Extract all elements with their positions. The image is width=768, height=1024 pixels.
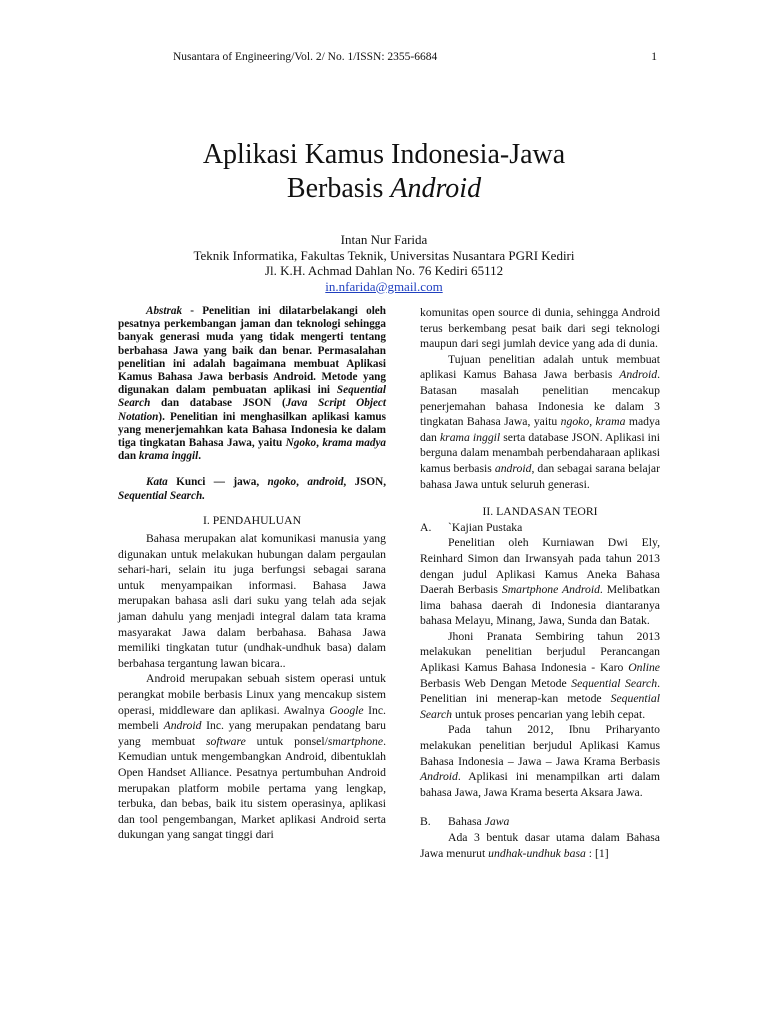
paragraph-text: android — [494, 461, 532, 475]
paragraph-text: Pada tahun 2012, Ibnu Priharyanto melakukan penelitian berjudul Aplikasi Kamus Bahasa Indonesia – Jawa – Jawa Krama Berbasis — [420, 723, 660, 768]
abstract-text: krama madya — [322, 437, 386, 450]
keywords-text: Sequential Search. — [118, 490, 206, 503]
paragraph-android — [118, 671, 386, 843]
title-line-1: Aplikasi Kamus Indonesia-Jawa — [202, 139, 566, 170]
keywords-lead: Kata — [146, 476, 168, 489]
paragraph-text: Sequential Search — [420, 692, 660, 721]
page-number: 1 — [651, 51, 657, 63]
paragraph-text: Sequential Search — [571, 676, 658, 690]
abstract-text: dan — [118, 450, 139, 463]
abstract-text: , — [316, 437, 323, 450]
paragraph-tujuan — [420, 352, 660, 492]
paragraph-text: madya dan — [420, 415, 661, 444]
paragraph-text: Android — [619, 368, 658, 382]
abstract-text: Ngoko — [285, 437, 317, 450]
paragraph-text: , dan sebagai sarana belajar bahasa Jawa untuk seluruh generasi. — [420, 461, 661, 491]
abstract-text: ). Penelitian ini menghasilkan aplikasi kamus yang menerjemahkan kata Bahasa Indonesia ke dalam tiga tingkatan Bahasa Jawa, yaitu — [118, 410, 386, 450]
paragraph-text: Ada 3 bentuk dasar utama dalam Bahasa Jawa menurut — [420, 831, 660, 860]
paragraph-text: Berbasis Web Dengan Metode — [420, 676, 572, 690]
left-column — [118, 305, 386, 843]
paragraph-text: . Batasan masalah penelitian mencakup penerjemahan bahasa Indonesia ke dalam 3 tingkatan Bahasa Jawa, yaitu — [420, 368, 660, 429]
title-line-2-italic: Android — [390, 173, 482, 204]
author-affiliation: Teknik Informatika, Fakultas Teknik, Universitas Nusantara PGRI Kediri — [193, 247, 575, 263]
abstract-text: Java Script Object Notation — [118, 397, 386, 423]
paragraph-text: serta database JSON. Aplikasi ini berguna dalam menambah perbendaharaan aplikasi kamus berbasis — [420, 430, 660, 475]
subsection-heading-kajian-pustaka — [420, 520, 660, 536]
paragraph-text: Google — [329, 703, 364, 717]
paragraph-kajian-3 — [420, 722, 660, 800]
section-heading-landasan-teori: II. LANDASAN TEORI — [482, 505, 598, 519]
paragraph-text: Inc. membeli — [118, 703, 386, 733]
section-heading-pendahuluan: I. PENDAHULUAN — [202, 514, 302, 528]
title-line-2-prefix: Berbasis — [286, 173, 391, 204]
paragraph-text: software — [205, 734, 246, 748]
paragraph-bahasa: Bahasa merupakan alat komunikasi manusia yang digunakan untuk melakukan hubungan dalam pergaulan sehari-hari, selain itu juga berfungsi sebagai sarana untuk menyampaikan informasi. Bahasa Jawa merupakan bahasa asli dari suku yang telah ada sejak jaman dahulu yang menjadi integral dalam tata krama masyarakat Jawa dalam berbahasa. Bahasa Jawa memiliki tingkatan tutur (undhak-undhuk basa) dalam berbahasa tergantung lawan bicara.. — [118, 532, 386, 670]
paragraph-text: Android — [420, 770, 458, 784]
paragraph-text: . Penelitian ini menerap-kan metode — [420, 676, 660, 706]
abstract-text: . — [198, 450, 202, 463]
abstract-text: dan database JSON ( — [150, 397, 286, 410]
subsection-label: A. — [420, 520, 432, 534]
keywords — [118, 475, 386, 503]
journal-info: Nusantara of Engineering/Vol. 2/ No. 1/ISSN: 2355-6684 — [173, 51, 438, 63]
keywords-text: ngoko — [267, 476, 297, 489]
paper-title — [0, 138, 768, 206]
subsection-title: Jawa — [484, 815, 510, 829]
paragraph-text: Tujuan penelitian adalah untuk membuat aplikasi Kamus Bahasa Jawa berbasis — [420, 352, 660, 382]
keywords-text: Kunci — jawa, — [167, 476, 268, 489]
author-block — [0, 232, 768, 294]
keywords-text: android — [307, 476, 344, 489]
subsection-title: Bahasa — [448, 815, 485, 829]
paragraph-kajian-1 — [420, 535, 660, 629]
paragraph-text: . Kemudian untuk mengembangkan Android, dibentuklah Open Handset Alliance. Pesatnya pertumbuhan Android merupakan platform mobile pertama yang lengkap, terbuka, dan bebas, baik itu sistem operasinya, aplikasi dan tool pengembangan, Market aplikasi Android serta dukungan yang sangat tinggi dari — [118, 734, 386, 842]
paragraph-text: ngoko — [560, 415, 590, 429]
paragraph-kajian-2 — [420, 629, 660, 723]
author-email-link[interactable]: in.nfarida@gmail.com — [325, 278, 443, 294]
paragraph-text: undhak-undhuk basa — [488, 846, 586, 860]
abstract-text: - Penelitian ini dilatarbelakangi oleh pesatnya perkembangan jaman dan teknologi sehingga banyak generasi muda yang tidak mengerti tentang berbahasa Jawa yang baik dan benar. Permasalahan penelitian ini adalah bagaimana membuat Aplikasi Kamus Bahasa Jawa berbasis Android. Metode yang digunakan dalam pembuatan aplikasi ini — [118, 305, 386, 397]
author-name: Intan Nur Farida — [340, 232, 428, 247]
keywords-text: , JSON, — [343, 476, 387, 489]
author-address: Jl. K.H. Achmad Dahlan No. 76 Kediri 65112 — [264, 263, 504, 278]
paragraph-text: krama inggil — [439, 430, 501, 444]
paragraph-continued: komunitas open source di dunia, sehingga Android terus berkembang pesat baik dari segi teknologi maupun dari segi jumlah device yang ada di dunia. — [420, 306, 660, 351]
paragraph-text: Online — [628, 661, 660, 675]
paragraph-text: Penelitian oleh Kurniawan Dwi Ely, Reinhard Simon dan Irwansyah pada tahun 2013 dengan judul Aplikasi Kamus Aneka Bahasa Daerah Berbasis — [420, 536, 660, 597]
paragraph-text: Android merupakan sebuah sistem operasi untuk perangkat mobile berbasis Linux yang mencakup sistem operasi, middleware dan aplikasi. Awalnya — [118, 672, 386, 717]
abstract — [118, 305, 386, 463]
subsection-label: B. — [420, 815, 431, 829]
paragraph-text: krama — [595, 415, 626, 429]
paragraph-text: : [1] — [585, 846, 609, 860]
paragraph-text: Smartphone Android — [501, 583, 600, 597]
keywords-text: , — [296, 476, 308, 489]
paragraph-text: untuk proses pencarian yang lebih cepat. — [452, 707, 646, 721]
abstract-lead: Abstrak — [146, 305, 183, 317]
subsection-title: `Kajian Pustaka — [448, 520, 523, 534]
abstract-text: krama inggil — [138, 450, 199, 463]
paragraph-text: . Aplikasi ini menampilkan arti dalam bahasa Jawa, Jawa Krama beserta Aksara Jawa. — [420, 770, 660, 799]
paragraph-text: Inc. yang merupakan pendatang baru yang membuat — [118, 719, 387, 748]
right-column — [420, 305, 660, 861]
subsection-heading-bahasa-jawa — [420, 814, 660, 830]
paragraph-text: smartphone — [327, 734, 384, 748]
paragraph-text: . Melibatkan lima bahasa daerah di Indonesia diantaranya bahasa Melayu, Minang, Jawa, Sunda dan Batak. — [420, 583, 660, 628]
abstract-text: Sequential Search — [118, 384, 386, 410]
paragraph-text: , — [589, 415, 596, 429]
paragraph-text: Jhoni Pranata Sembiring tahun 2013 melakukan penelitian berjudul Perancangan Aplikasi Kamus Bahasa Indonesia - Karo — [420, 629, 660, 675]
paragraph-text: untuk ponsel/ — [245, 734, 328, 748]
paragraph-bahasa-jawa — [420, 830, 660, 861]
paragraph-text: Android — [163, 719, 202, 733]
running-header — [173, 51, 657, 63]
